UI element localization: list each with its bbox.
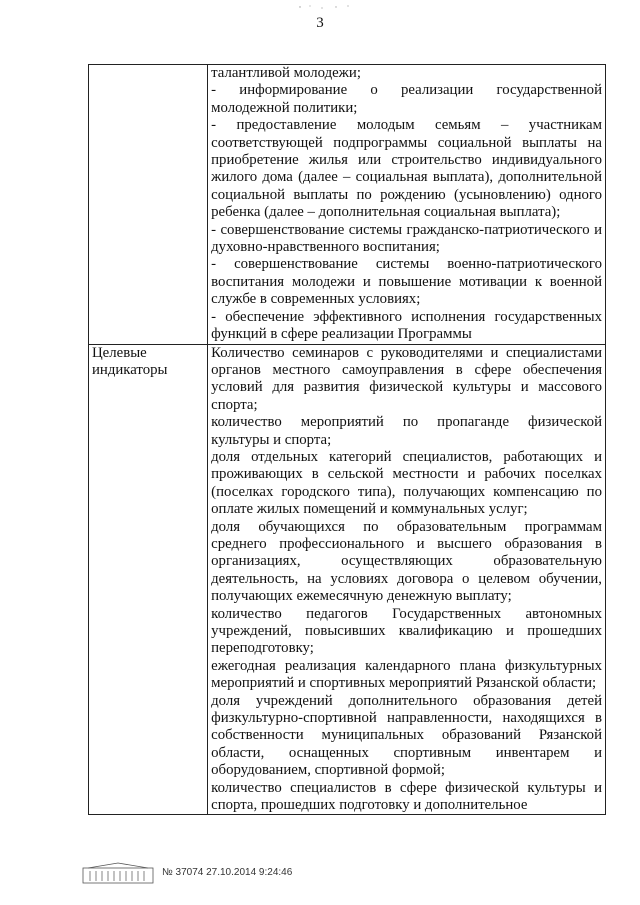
scan-artifact-marks — [296, 4, 356, 10]
building-stamp-icon — [82, 862, 154, 884]
list-item: доля обучающихся по образовательным программам среднего профессионального и высшего образования в организациях, осуществляющих образовательную деятельность, на условиях договора о целевом обучении, получающих ежемесячную денежную выплату; — [211, 518, 602, 605]
table-row — [89, 344, 606, 815]
row-label-cell — [89, 344, 208, 815]
list-item: доля отдельных категорий специалистов, работающих и проживающих в сельской местности и рабочих поселках (поселках городского типа), получающих компенсацию по оплате жилых помещений и коммунальных услуг; — [211, 448, 602, 518]
list-item: - обеспечение эффективного исполнения государственных функций в сфере реализации Программы — [211, 308, 602, 343]
list-item: количество педагогов Государственных автономных учреждений, повысивших квалификацию и прошедших переподготовку; — [211, 605, 602, 657]
row-label: индикаторы — [92, 361, 168, 378]
table-row — [89, 65, 606, 345]
row-label: Целевые — [92, 344, 147, 361]
registration-stamp: № 37074 27.10.2014 9:24:46 — [162, 867, 293, 878]
list-item: доля учреждений дополнительного образования детей физкультурно-спортивной направленности, находящихся в собственности муниципальных образований Рязанской области, оснащенных спортивным инвентарем и оборудованием, спортивной формой; — [211, 692, 602, 779]
list-item: - предоставление молодым семьям – участникам соответствующей подпрограммы социальной выплаты на приобретение жилья или строительство индивидуального жилого дома (далее – социальная выплата), дополнительной социальной выплаты по рождению (усыновлению) одного ребенка (далее – дополнительная социальная выплата); — [211, 117, 602, 221]
list-item: талантливой молодежи; — [211, 65, 361, 81]
list-item: - совершенствование системы военно-патриотического воспитания молодежи и повышение мотивации к военной службе в современных условиях; — [211, 256, 602, 308]
document-footer — [82, 862, 382, 886]
list-item: количество мероприятий по пропаганде физической культуры и спорта; — [211, 414, 602, 448]
list-item: Количество семинаров с руководителями и специалистами органов местного самоуправления в сфере обеспечения условий для развития физической культуры и массового спорта; — [211, 344, 602, 413]
row-label-cell — [89, 65, 208, 345]
list-item: - совершенствование системы гражданско-патриотического и духовно-нравственного воспитания; — [211, 221, 602, 256]
list-item: - информирование о реализации государственной молодежной политики; — [211, 82, 602, 116]
list-item: количество специалистов в сфере физической культуры и спорта, прошедших подготовку и дополнительное — [211, 779, 602, 814]
row-content-cell — [208, 65, 606, 345]
program-passport-table — [88, 64, 606, 815]
row-content-cell — [208, 344, 606, 815]
page-number: 3 — [316, 15, 324, 31]
list-item: ежегодная реализация календарного плана физкультурных мероприятий и спортивных мероприятий Рязанской области; — [211, 657, 602, 692]
